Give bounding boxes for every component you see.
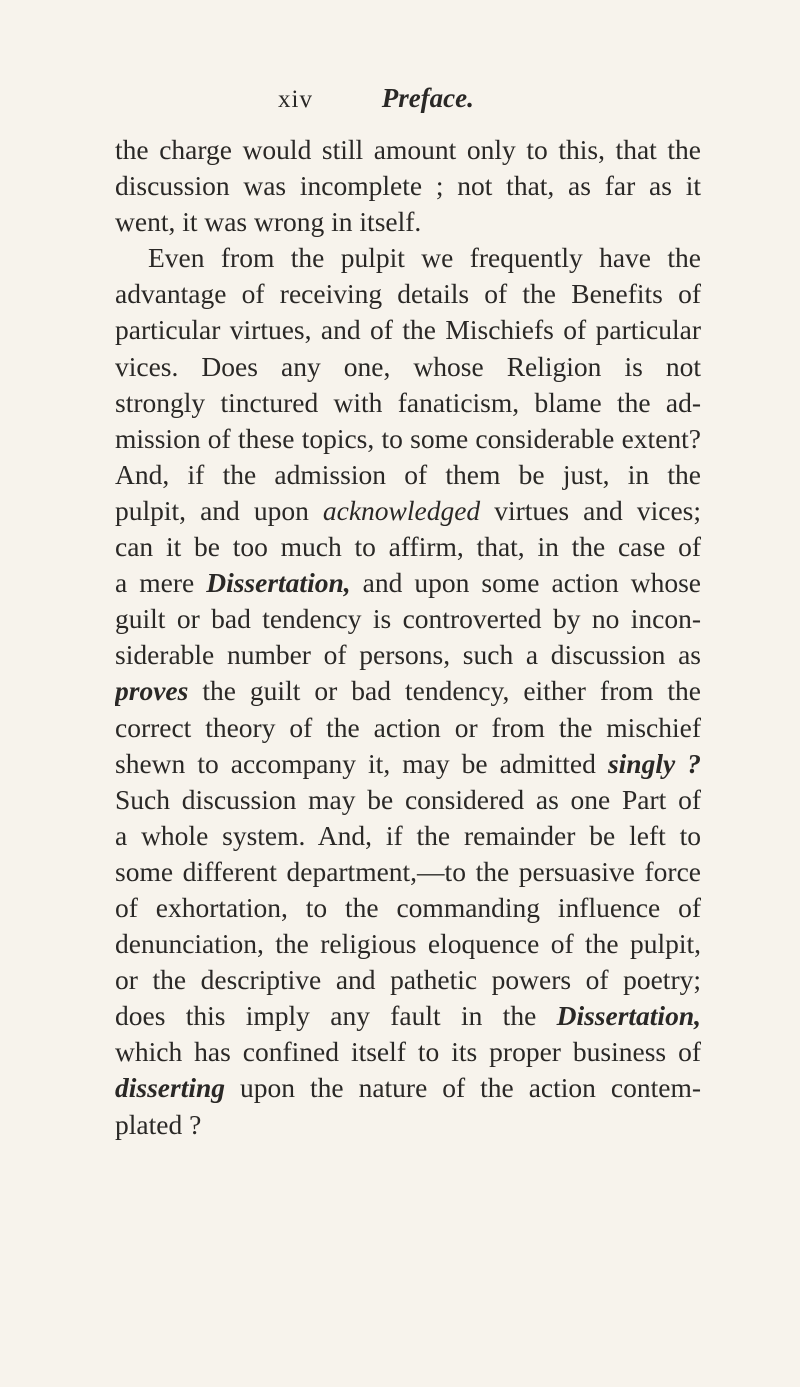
text-line	[115, 962, 701, 998]
text-run: mission of these topics, to some considerable extent?	[115, 422, 701, 454]
text-run: correct theory of the action or from the mischief	[115, 711, 701, 743]
text-line	[115, 312, 701, 348]
emphasis-text: Dissertation,	[206, 567, 351, 599]
text-run: can it be too much to affirm, that, in the case of	[115, 531, 701, 563]
text-line	[115, 637, 701, 673]
text-line	[115, 890, 701, 926]
text-line	[115, 1107, 701, 1143]
text-line	[115, 421, 701, 457]
text-line	[115, 240, 701, 276]
text-run: does this imply any fault in the	[115, 1000, 557, 1032]
text-line	[115, 349, 701, 385]
text-line	[115, 168, 701, 204]
text-line	[115, 204, 701, 240]
text-run: denunciation, the religious eloquence of the pulpit,	[115, 928, 701, 960]
text-run: the charge would still amount only to this, that the	[115, 134, 701, 165]
text-run: a whole system. And, if the remainder be left to	[115, 819, 701, 851]
text-run: strongly tinctured with fanaticism, blame the ad-	[115, 386, 701, 418]
text-run: siderable number of persons, such a discussion as	[115, 639, 701, 671]
text-run: or the descriptive and pathetic powers of poetry;	[115, 964, 701, 996]
text-run: particular virtues, and of the Mischiefs of particular	[115, 314, 701, 346]
text-line	[115, 385, 701, 421]
text-run: Such discussion may be considered as one Part of	[115, 783, 701, 815]
emphasis-text: acknowledged	[322, 494, 481, 526]
text-run: Even from the pulpit we frequently have the	[148, 242, 701, 274]
text-line	[115, 493, 701, 529]
text-run: advantage of receiving details of the Benefits of	[115, 278, 701, 310]
text-run: shewn to accompany it, may be admitted	[115, 747, 608, 779]
text-line	[115, 1070, 701, 1106]
text-line	[115, 926, 701, 962]
body-text	[115, 132, 701, 1143]
text-line	[115, 1034, 701, 1070]
running-head	[278, 80, 578, 116]
text-run: upon the nature of the action contem-	[225, 1072, 701, 1104]
emphasis-text: singly ?	[607, 747, 701, 779]
text-line	[115, 854, 701, 890]
text-line	[115, 998, 701, 1034]
text-run: guilt or bad tendency is controverted by no incon-	[115, 603, 701, 635]
text-run: virtues and vices;	[480, 494, 701, 526]
text-run: went, it was wrong in itself.	[115, 206, 422, 238]
page-number: xiv	[278, 86, 313, 113]
text-run: the guilt or bad tendency, either from the	[188, 675, 701, 707]
emphasis-text: disserting	[115, 1072, 226, 1104]
text-line	[115, 782, 701, 818]
text-run: and upon some action whose	[350, 567, 701, 599]
text-line	[115, 601, 701, 637]
text-run: plated ?	[115, 1108, 202, 1140]
text-run: a mere	[115, 567, 207, 599]
text-line	[115, 818, 701, 854]
text-line	[115, 529, 701, 565]
text-run: discussion was incomplete ; not that, as far as it	[115, 170, 701, 202]
text-run: some different department,—to the persuasive force	[115, 855, 701, 887]
text-run: which has confined itself to its proper business of	[115, 1036, 701, 1068]
text-line	[115, 457, 701, 493]
emphasis-text: proves	[115, 675, 189, 707]
text-run: And, if the admission of them be just, in the	[115, 458, 701, 490]
running-title: Preface.	[381, 83, 474, 113]
text-line	[115, 276, 701, 312]
emphasis-text: Dissertation,	[556, 1000, 701, 1032]
text-run: vices. Does any one, whose Religion is not	[115, 350, 701, 382]
text-line	[115, 132, 701, 168]
text-line	[115, 673, 701, 709]
text-run: of exhortation, to the commanding influence of	[115, 891, 701, 923]
text-line	[115, 710, 701, 746]
text-line	[115, 746, 701, 782]
text-run: pulpit, and upon	[115, 494, 323, 526]
text-line	[115, 565, 701, 601]
